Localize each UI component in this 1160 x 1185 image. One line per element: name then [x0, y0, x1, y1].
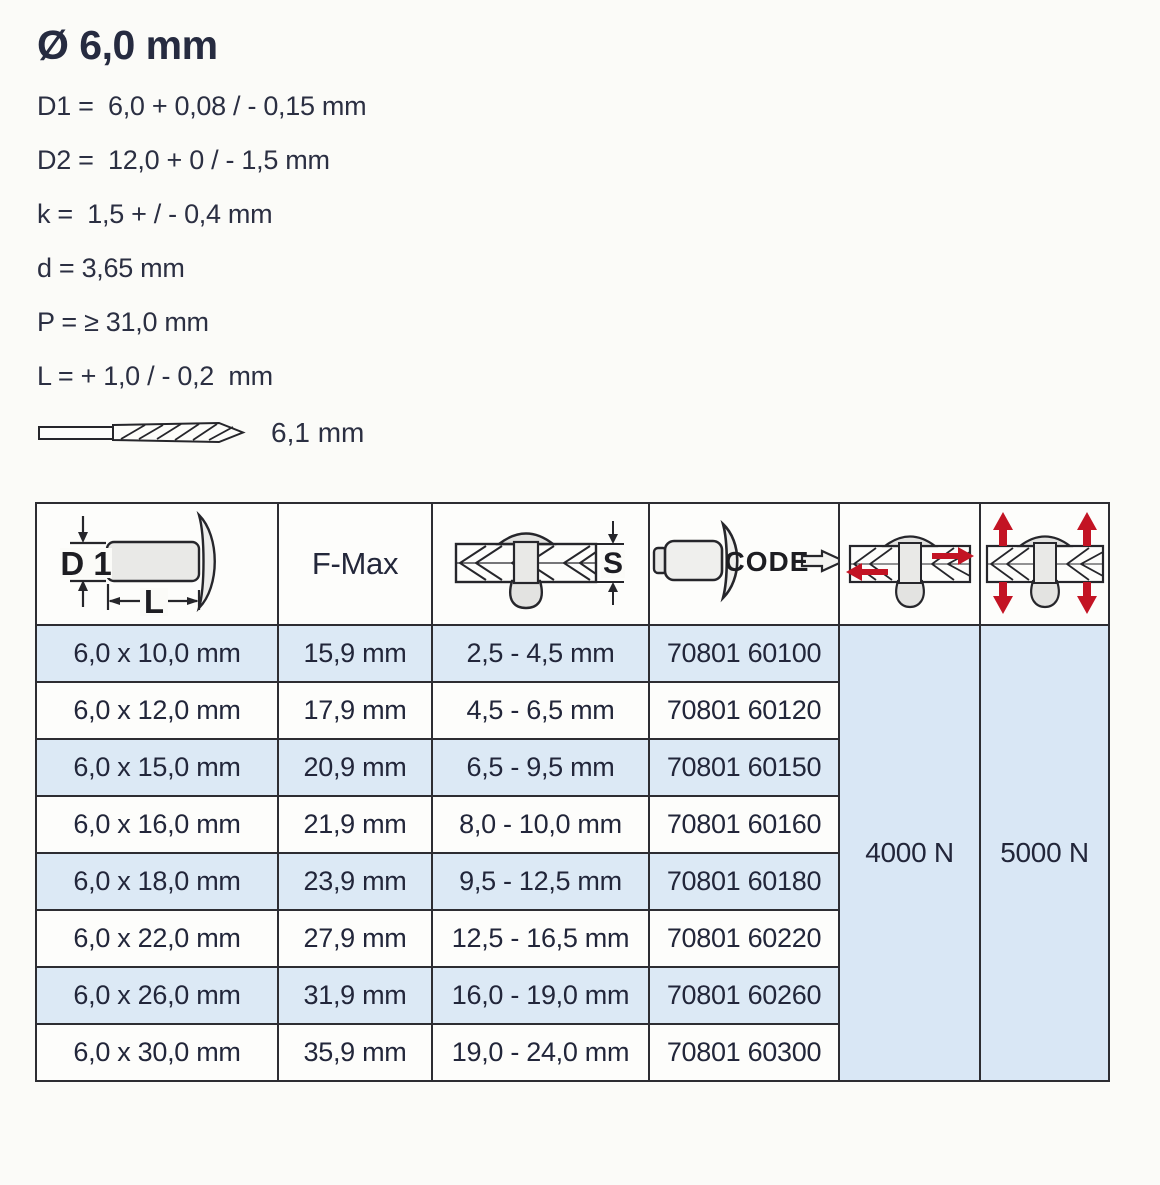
d1-dimension-label: D 1 — [59, 545, 112, 582]
fmax-cell: 27,9 mm — [278, 910, 432, 967]
size-cell: 6,0 x 30,0 mm — [36, 1024, 278, 1081]
code-label: CODE — [724, 545, 810, 577]
rivet-code-icon — [650, 517, 839, 607]
fmax-cell: 35,9 mm — [278, 1024, 432, 1081]
col-header-shear-strength — [839, 503, 980, 625]
col-header-code — [649, 503, 839, 625]
code-cell: 70801 60100 — [649, 625, 839, 682]
s-dimension-label: S — [602, 546, 624, 580]
shear-strength-value: 4000 N — [839, 625, 980, 1081]
col-header-dimensions — [36, 503, 278, 625]
fmax-cell: 15,9 mm — [278, 625, 432, 682]
rivet-spec-table — [35, 502, 1110, 1082]
specs-block — [0, 0, 1160, 449]
drill-size-row — [37, 417, 1160, 449]
grip-range-cell: 12,5 - 16,5 mm — [432, 910, 649, 967]
grip-range-cell: 2,5 - 4,5 mm — [432, 625, 649, 682]
col-header-tensile-strength — [980, 503, 1109, 625]
size-cell: 6,0 x 10,0 mm — [36, 625, 278, 682]
l-dimension-label: L — [143, 583, 164, 619]
grip-range-cell: 4,5 - 6,5 mm — [432, 682, 649, 739]
code-cell: 70801 60180 — [649, 853, 839, 910]
col-header-fmax — [278, 503, 432, 625]
fmax-cell: 31,9 mm — [278, 967, 432, 1024]
spec-line-l: L = + 1,0 / - 0,2 mm — [37, 361, 273, 391]
spec-line-d1: D1 = 6,0 + 0,08 / - 0,15 mm — [37, 91, 367, 121]
grip-range-cell: 16,0 - 19,0 mm — [432, 967, 649, 1024]
table-row — [36, 625, 1109, 682]
size-cell: 6,0 x 18,0 mm — [36, 853, 278, 910]
spec-line-d: d = 3,65 mm — [37, 253, 185, 283]
code-cell: 70801 60260 — [649, 967, 839, 1024]
code-cell: 70801 60150 — [649, 739, 839, 796]
tensile-strength-value: 5000 N — [980, 625, 1109, 1081]
table-header-row — [36, 503, 1109, 625]
shear-strength-icon — [844, 510, 976, 614]
drill-diameter-label: 6,1 mm — [271, 417, 365, 448]
spec-line-d2: D2 = 12,0 + 0 / - 1,5 mm — [37, 145, 330, 175]
fmax-cell: 17,9 mm — [278, 682, 432, 739]
size-cell: 6,0 x 16,0 mm — [36, 796, 278, 853]
drill-bit-icon — [37, 418, 249, 448]
code-cell: 70801 60160 — [649, 796, 839, 853]
size-cell: 6,0 x 22,0 mm — [36, 910, 278, 967]
size-cell: 6,0 x 15,0 mm — [36, 739, 278, 796]
fmax-cell: 20,9 mm — [278, 739, 432, 796]
tensile-strength-icon — [981, 506, 1109, 618]
grip-range-cell: 19,0 - 24,0 mm — [432, 1024, 649, 1081]
size-cell: 6,0 x 26,0 mm — [36, 967, 278, 1024]
fmax-cell: 21,9 mm — [278, 796, 432, 853]
grip-range-cell: 9,5 - 12,5 mm — [432, 853, 649, 910]
grip-range-cell: 8,0 - 10,0 mm — [432, 796, 649, 853]
spec-line-p: P = ≥ 31,0 mm — [37, 307, 209, 337]
code-cell: 70801 60300 — [649, 1024, 839, 1081]
fmax-cell: 23,9 mm — [278, 853, 432, 910]
grip-range-cell: 6,5 - 9,5 mm — [432, 739, 649, 796]
grip-range-icon — [448, 508, 633, 616]
code-cell: 70801 60120 — [649, 682, 839, 739]
rivet-dimension-icon — [50, 504, 265, 619]
spec-line-k: k = 1,5 + / - 0,4 mm — [37, 199, 273, 229]
page-title: Ø 6,0 mm — [37, 22, 218, 68]
fmax-label: F-Max — [311, 546, 399, 581]
size-cell: 6,0 x 12,0 mm — [36, 682, 278, 739]
code-cell: 70801 60220 — [649, 910, 839, 967]
col-header-grip-range — [432, 503, 649, 625]
